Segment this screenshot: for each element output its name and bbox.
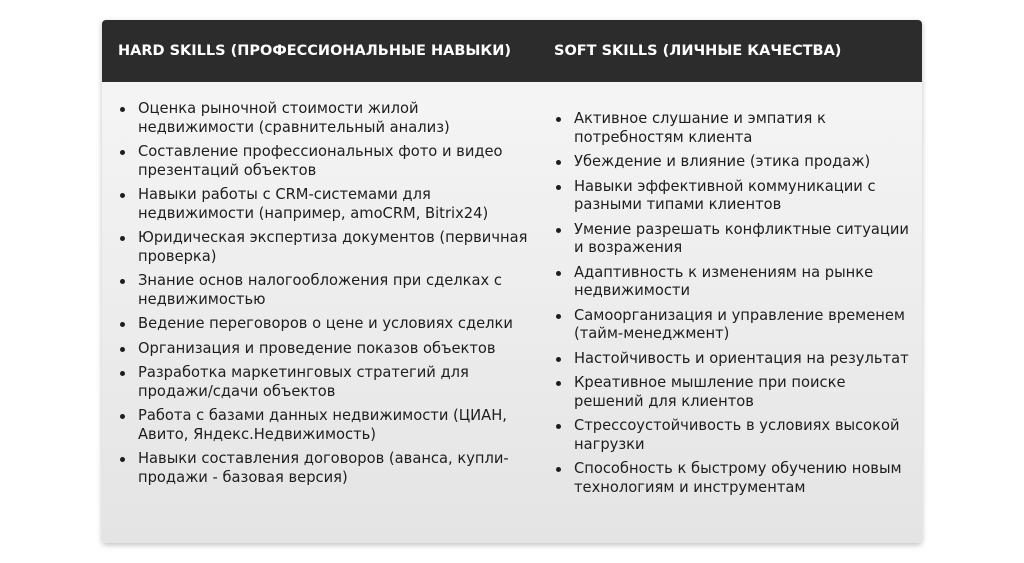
list-item: Ведение переговоров о цене и условиях сделки bbox=[118, 315, 528, 334]
soft-skills-header: SOFT SKILLS (ЛИЧНЫЕ КАЧЕСТВА) bbox=[554, 42, 842, 59]
list-item: Креативное мышление при поиске решений для клиентов bbox=[554, 374, 912, 411]
list-item: Самоорганизация и управление временем (тайм-менеджмент) bbox=[554, 307, 912, 344]
list-item: Знание основ налогообложения при сделках с недвижимостью bbox=[118, 272, 528, 309]
list-item: Работа с базами данных недвижимости (ЦИАН, Авито, Яндекс.Недвижимость) bbox=[118, 407, 528, 444]
list-item: Активное слушание и эмпатия к потребностям клиента bbox=[554, 110, 912, 147]
table-body bbox=[102, 82, 922, 503]
hard-skills-column bbox=[102, 82, 538, 503]
list-item: Навыки составления договоров (аванса, купли-продажи - базовая версия) bbox=[118, 450, 528, 487]
table-header bbox=[102, 20, 922, 82]
list-item: Убеждение и влияние (этика продаж) bbox=[554, 153, 912, 172]
list-item: Навыки эффективной коммуникации с разными типами клиентов bbox=[554, 178, 912, 215]
list-item: Способность к быстрому обучению новым технологиям и инструментам bbox=[554, 460, 912, 497]
list-item: Организация и проведение показов объектов bbox=[118, 340, 528, 359]
list-item: Разработка маркетинговых стратегий для продажи/сдачи объектов bbox=[118, 364, 528, 401]
hard-skills-header: HARD SKILLS (ПРОФЕССИОНАЛЬНЫЕ НАВЫКИ) bbox=[118, 42, 512, 59]
list-item: Адаптивность к изменениям на рынке недвижимости bbox=[554, 264, 912, 301]
list-item: Составление профессиональных фото и видео презентаций объектов bbox=[118, 143, 528, 180]
list-item: Навыки работы с CRM-системами для недвижимости (например, amoCRM, Bitrix24) bbox=[118, 186, 528, 223]
hard-skills-list bbox=[118, 100, 528, 487]
list-item: Стрессоустойчивость в условиях высокой нагрузки bbox=[554, 417, 912, 454]
list-item: Умение разрешать конфликтные ситуации и возражения bbox=[554, 221, 912, 258]
skills-table bbox=[102, 20, 922, 543]
list-item: Оценка рыночной стоимости жилой недвижимости (сравнительный анализ) bbox=[118, 100, 528, 137]
list-item: Юридическая экспертиза документов (первичная проверка) bbox=[118, 229, 528, 266]
list-item: Настойчивость и ориентация на результат bbox=[554, 350, 912, 369]
soft-skills-list bbox=[554, 110, 912, 497]
soft-skills-column bbox=[538, 82, 922, 503]
